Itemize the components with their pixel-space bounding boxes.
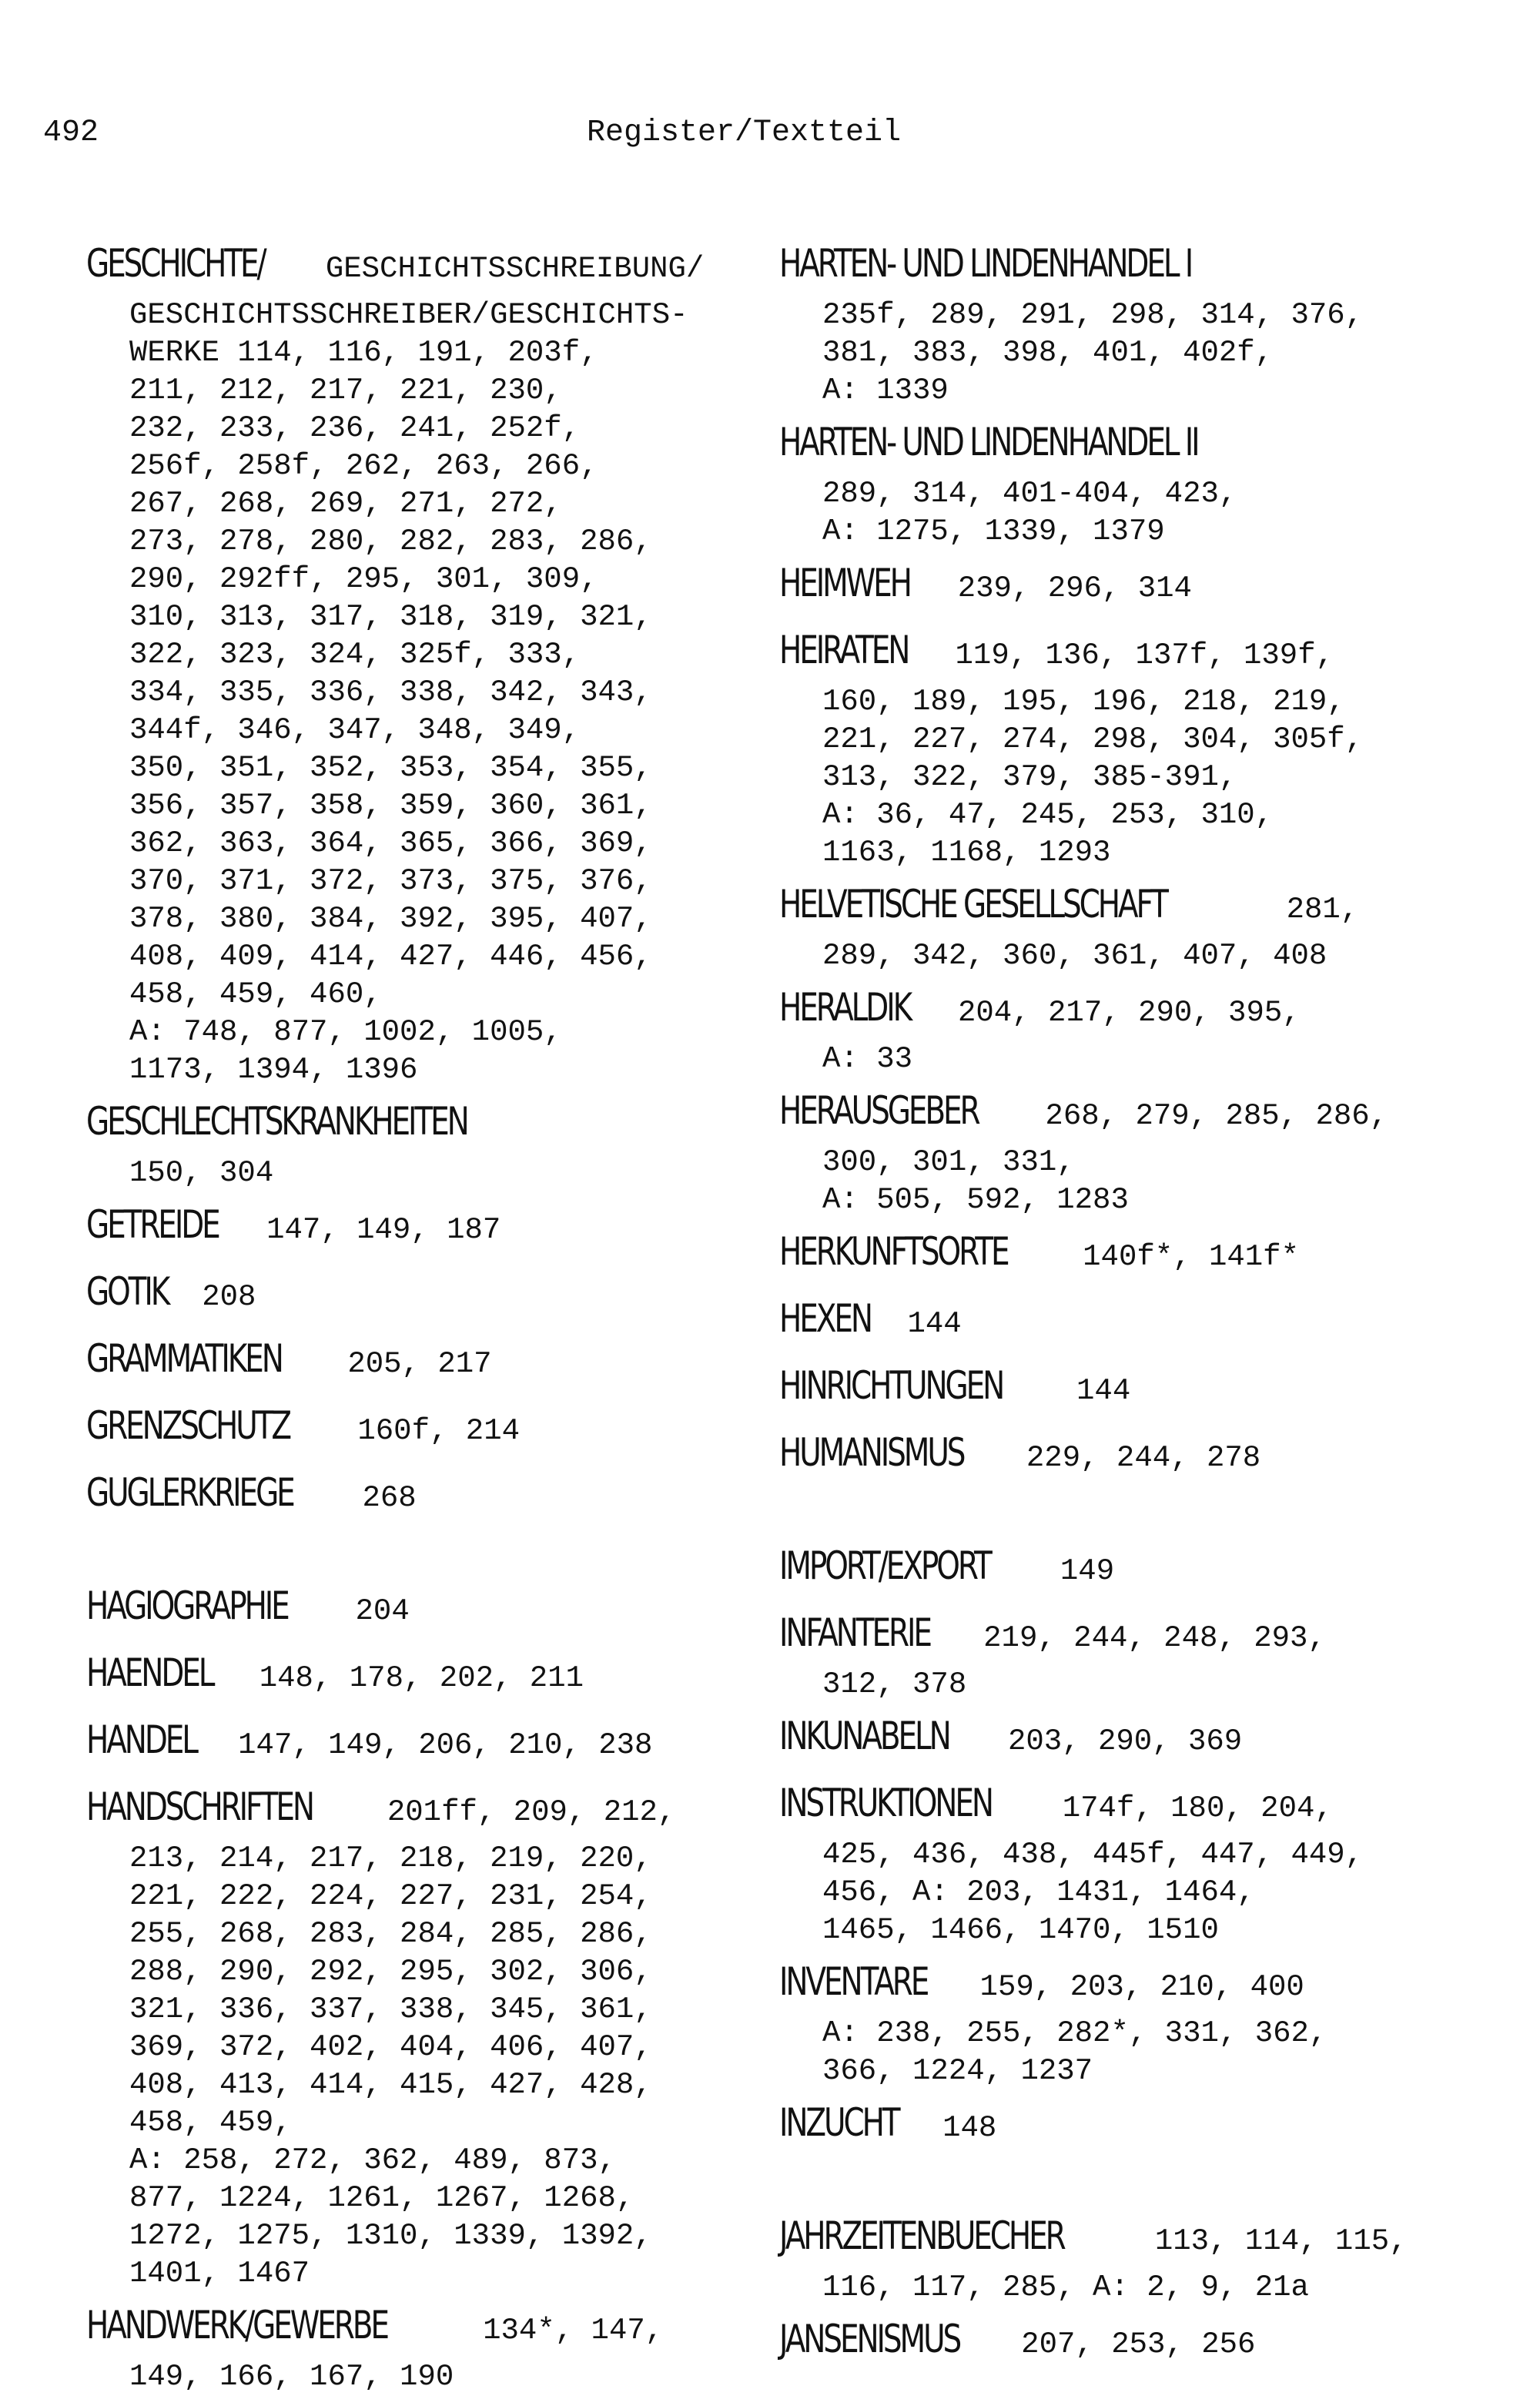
index-entry — [86, 239, 764, 1089]
entry-ref-line: 300, 301, 331, — [822, 1145, 1075, 1179]
entry-heading-line — [779, 2098, 1495, 2157]
entry-term: HERAUSGEBER — [779, 1088, 979, 1133]
entry-ref-line: WERKE 114, 116, 191, 203f, — [129, 336, 598, 370]
entry-ref-line: 369, 372, 402, 404, 406, 407, — [129, 2030, 652, 2064]
index-entry — [86, 1267, 764, 1326]
entry-page-refs: 148 — [942, 2111, 997, 2145]
entry-page-refs: 207, 253, 256 — [1021, 2327, 1256, 2361]
entry-term: HANDWERK/GEWERBE — [86, 2303, 387, 2347]
entry-ref-line: 312, 378 — [822, 1667, 967, 1701]
entry-term: HAGIOGRAPHIE — [86, 1583, 288, 1628]
entry-term: INFANTERIE — [779, 1610, 930, 1655]
entry-page-refs: 219, 244, 248, 293, — [983, 1621, 1326, 1655]
entry-continuation — [822, 2015, 1495, 2090]
entry-ref-line: 381, 383, 398, 401, 402f, — [822, 336, 1274, 370]
entry-ref-line: 267, 268, 269, 271, 272, — [129, 487, 562, 521]
entry-page-refs: 204, 217, 290, 395, — [958, 996, 1301, 1030]
entry-term: GRAMMATIKEN — [86, 1336, 282, 1381]
entry-heading-line — [779, 558, 1495, 618]
index-entry — [86, 1648, 764, 1707]
index-entry — [779, 239, 1495, 410]
entry-heading-line — [779, 1711, 1495, 1771]
entry-ref-line: A: 36, 47, 245, 253, 310, — [822, 798, 1274, 832]
left-column — [86, 239, 764, 2396]
entry-heading-line — [779, 1608, 1495, 1667]
entry-term: HEIMWEH — [779, 561, 910, 605]
entry-page-refs: 134*, 147, — [483, 2314, 664, 2347]
entry-ref-line: 288, 290, 292, 295, 302, 306, — [129, 1955, 652, 1989]
entry-continuation — [822, 2269, 1495, 2307]
entry-ref-line: 425, 436, 438, 445f, 447, 449, — [822, 1838, 1364, 1872]
entry-ref-line: 378, 380, 384, 392, 395, 407, — [129, 902, 652, 936]
entry-ref-line: 221, 222, 224, 227, 231, 254, — [129, 1879, 652, 1913]
index-entry — [779, 1778, 1495, 1949]
entry-heading-line — [86, 1715, 764, 1774]
index-entry — [86, 1581, 764, 1640]
entry-heading-line — [86, 2300, 764, 2360]
entry-ref-line: 1272, 1275, 1310, 1339, 1392, — [129, 2219, 652, 2253]
entry-ref-line: 370, 371, 372, 373, 375, 376, — [129, 864, 652, 898]
index-entry — [779, 1711, 1495, 1771]
page-header — [0, 116, 1540, 162]
entry-ref-line: 322, 323, 324, 325f, 333, — [129, 638, 581, 672]
entry-heading-line — [779, 1428, 1495, 1487]
index-entry — [779, 1361, 1495, 1420]
entry-ref-line: 221, 227, 274, 298, 304, 305f, — [822, 722, 1364, 756]
entry-page-refs: 159, 203, 210, 400 — [979, 1970, 1304, 2004]
index-entry — [779, 2211, 1495, 2307]
entry-term: GESCHICHTE/ — [86, 241, 265, 286]
entry-term: HARTEN- UND LINDENHANDEL I — [779, 241, 1192, 286]
entry-ref-line: 232, 233, 236, 241, 252f, — [129, 411, 581, 445]
entry-page-refs: 140f*, 141f* — [1083, 1240, 1299, 1274]
entry-page-refs: 174f, 180, 204, — [1062, 1791, 1333, 1825]
entry-continuation — [822, 683, 1495, 872]
page-number: 492 — [43, 116, 99, 150]
index-entry — [779, 1957, 1495, 2090]
entry-heading-line — [779, 1227, 1495, 1286]
entry-ref-line: A: 505, 592, 1283 — [822, 1183, 1129, 1217]
entry-term: HINRICHTUNGEN — [779, 1363, 1003, 1408]
index-entry — [779, 558, 1495, 618]
entry-ref-line: 150, 304 — [129, 1156, 274, 1190]
page-title: Register/Textteil — [587, 116, 902, 150]
index-entry — [779, 1541, 1495, 1600]
index-entry — [779, 417, 1495, 551]
entry-ref-line: 456, A: 203, 1431, 1464, — [822, 1875, 1255, 1909]
index-entry — [779, 1608, 1495, 1704]
entry-term: JANSENISMUS — [779, 2317, 960, 2361]
entry-continuation — [822, 1666, 1495, 1704]
entry-continuation — [129, 1154, 764, 1192]
index-entry — [86, 2300, 764, 2396]
entry-page-refs: 147, 149, 206, 210, 238 — [238, 1728, 653, 1762]
entry-term: INKUNABELN — [779, 1714, 949, 1758]
entry-term: GOTIK — [86, 1269, 169, 1314]
entry-term: GRENZSCHUTZ — [86, 1403, 290, 1448]
entry-heading-line — [86, 1334, 764, 1393]
entry-ref-line: 408, 409, 414, 427, 446, 456, — [129, 940, 652, 973]
entry-ref-line: A: 1275, 1339, 1379 — [822, 514, 1165, 548]
entry-heading-line — [86, 1097, 764, 1156]
entry-page-refs: 147, 149, 187 — [266, 1213, 501, 1247]
entry-page-refs: 203, 290, 369 — [1007, 1724, 1243, 1758]
entry-ref-line: 289, 314, 401-404, 423, — [822, 477, 1237, 511]
entry-term: JAHRZEITENBUECHER — [779, 2213, 1064, 2258]
entry-term: HELVETISCHE GESELLSCHAFT — [779, 882, 1167, 927]
entry-continuation — [822, 1144, 1495, 1219]
entry-ref-line: 273, 278, 280, 282, 283, 286, — [129, 524, 652, 558]
entry-ref-line: 149, 166, 167, 190 — [129, 2360, 454, 2394]
index-entry — [86, 1097, 764, 1192]
entry-page-refs: 148, 178, 202, 211 — [259, 1661, 584, 1695]
index-entry — [779, 1227, 1495, 1286]
index-entry — [779, 983, 1495, 1078]
right-column — [779, 239, 1495, 2374]
entry-ref-line: 1401, 1467 — [129, 2257, 310, 2290]
entry-ref-line: 160, 189, 195, 196, 218, 219, — [822, 685, 1345, 719]
entry-ref-line: 235f, 289, 291, 298, 314, 376, — [822, 298, 1364, 332]
entry-ref-line: 255, 268, 283, 284, 285, 286, — [129, 1917, 652, 1951]
entry-ref-line: 458, 459, — [129, 2106, 292, 2140]
entry-page-refs: 113, 114, 115, — [1154, 2224, 1408, 2258]
index-entry — [779, 880, 1495, 975]
entry-heading-line — [86, 1200, 764, 1259]
entry-heading-line — [86, 239, 764, 298]
entry-term: HEIRATEN — [779, 628, 909, 672]
entry-heading-line — [779, 1294, 1495, 1353]
entry-heading-line — [779, 625, 1495, 685]
entry-page-refs: 208 — [202, 1280, 256, 1314]
entry-continuation — [822, 475, 1495, 551]
entry-term: HUMANISMUS — [779, 1430, 964, 1475]
entry-ref-line: 356, 357, 358, 359, 360, 361, — [129, 789, 652, 823]
index-entry — [86, 1468, 764, 1527]
index-entry — [86, 1782, 764, 2293]
entry-page-refs: 268, 279, 285, 286, — [1045, 1099, 1388, 1133]
index-entry — [779, 1086, 1495, 1219]
entry-ref-line: 344f, 346, 347, 348, 349, — [129, 713, 581, 747]
entry-term: GETREIDE — [86, 1202, 219, 1247]
entry-heading-line — [779, 417, 1495, 477]
entry-page-refs: 281, — [1286, 893, 1359, 927]
entry-heading-line — [86, 1267, 764, 1326]
entry-continuation — [822, 937, 1495, 975]
entry-ref-line: 289, 342, 360, 361, 407, 408 — [822, 939, 1327, 973]
entry-term: INZUCHT — [779, 2100, 899, 2145]
entry-ref-line: A: 238, 255, 282*, 331, 362, — [822, 2016, 1327, 2050]
entry-heading-line — [86, 1581, 764, 1640]
entry-term: HERKUNFTSORTE — [779, 1229, 1008, 1274]
entry-term: HEXEN — [779, 1296, 871, 1341]
entry-heading-line — [779, 2211, 1495, 2270]
entry-page-refs: 204 — [355, 1594, 410, 1628]
entry-heading-line — [779, 1361, 1495, 1420]
entry-page-refs: 201ff, 209, 212, — [387, 1795, 676, 1829]
entry-ref-line: 321, 336, 337, 338, 345, 361, — [129, 1992, 652, 2026]
index-entry — [779, 1294, 1495, 1353]
index-entry — [779, 625, 1495, 872]
entry-ref-line: 1173, 1394, 1396 — [129, 1053, 418, 1087]
entry-heading-line — [779, 983, 1495, 1042]
entry-ref-line: 211, 212, 217, 221, 230, — [129, 374, 562, 407]
entry-ref-line: A: 1339 — [822, 374, 949, 407]
entry-term: HERALDIK — [779, 985, 911, 1030]
entry-term: HANDEL — [86, 1717, 196, 1762]
entry-continuation — [129, 297, 764, 1089]
entry-ref-line: 1465, 1466, 1470, 1510 — [822, 1913, 1219, 1947]
entry-page-refs: 239, 296, 314 — [957, 571, 1192, 605]
entry-term: GESCHLECHTSKRANKHEITEN — [86, 1099, 467, 1144]
entry-heading-line — [779, 2314, 1495, 2374]
entry-ref-line: 256f, 258f, 262, 263, 266, — [129, 449, 598, 483]
entry-heading-line — [779, 1957, 1495, 2016]
index-entry — [86, 1715, 764, 1774]
entry-ref-line: 362, 363, 364, 365, 366, 369, — [129, 826, 652, 860]
entry-ref-line: A: 258, 272, 362, 489, 873, — [129, 2143, 616, 2177]
entry-ref-line: 313, 322, 379, 385-391, — [822, 760, 1237, 794]
entry-heading-line — [86, 1648, 764, 1707]
entry-ref-line: 213, 214, 217, 218, 219, 220, — [129, 1841, 652, 1875]
entry-ref-line: 350, 351, 352, 353, 354, 355, — [129, 751, 652, 785]
entry-term: HANDSCHRIFTEN — [86, 1784, 313, 1829]
entry-term: HARTEN- UND LINDENHANDEL II — [779, 420, 1198, 464]
index-entry — [779, 2314, 1495, 2374]
entry-ref-line: 877, 1224, 1261, 1267, 1268, — [129, 2181, 634, 2215]
entry-heading-line — [779, 880, 1495, 939]
entry-term: HAENDEL — [86, 1650, 213, 1695]
entry-heading-line — [86, 1468, 764, 1527]
entry-page-refs: 160f, 214 — [357, 1414, 521, 1448]
entry-term: IMPORT/EXPORT — [779, 1543, 990, 1588]
entry-heading-line — [779, 1086, 1495, 1145]
entry-ref-line: 366, 1224, 1237 — [822, 2054, 1093, 2088]
index-entry — [86, 1401, 764, 1460]
index-entry — [779, 2098, 1495, 2157]
entry-page-refs: 144 — [907, 1307, 962, 1341]
entry-continuation — [129, 1840, 764, 2293]
entry-page-refs: 205, 217 — [347, 1347, 492, 1381]
entry-ref-line: 310, 313, 317, 318, 319, 321, — [129, 600, 652, 634]
entry-heading-line — [779, 239, 1495, 298]
entry-term: GUGLERKRIEGE — [86, 1470, 293, 1515]
entry-page-refs: GESCHICHTSSCHREIBUNG/ — [325, 252, 705, 286]
entry-ref-line: GESCHICHTSSCHREIBER/GESCHICHTS- — [129, 298, 688, 332]
entry-continuation — [822, 297, 1495, 410]
entry-page-refs: 119, 136, 137f, 139f, — [955, 638, 1334, 672]
entry-ref-line: 334, 335, 336, 338, 342, 343, — [129, 675, 652, 709]
entry-heading-line — [779, 1541, 1495, 1600]
entry-heading-line — [779, 1778, 1495, 1838]
entry-heading-line — [86, 1782, 764, 1841]
entry-page-refs: 229, 244, 278 — [1026, 1441, 1261, 1475]
entry-continuation — [822, 1041, 1495, 1078]
entry-ref-line: A: 748, 877, 1002, 1005, — [129, 1015, 562, 1049]
entry-ref-line: 116, 117, 285, A: 2, 9, 21a — [822, 2270, 1309, 2304]
index-entry — [779, 1428, 1495, 1487]
entry-continuation — [822, 1836, 1495, 1949]
entry-ref-line: 290, 292ff, 295, 301, 309, — [129, 562, 598, 596]
index-entry — [86, 1334, 764, 1393]
entry-continuation — [129, 2358, 764, 2396]
entry-page-refs: 149 — [1060, 1554, 1115, 1588]
entry-ref-line: 458, 459, 460, — [129, 977, 382, 1011]
entry-ref-line: 408, 413, 414, 415, 427, 428, — [129, 2068, 652, 2102]
entry-page-refs: 144 — [1076, 1374, 1131, 1408]
index-entry — [86, 1200, 764, 1259]
entry-page-refs: 268 — [362, 1481, 417, 1515]
entry-term: INSTRUKTIONEN — [779, 1781, 992, 1825]
entry-ref-line: A: 33 — [822, 1042, 913, 1076]
entry-heading-line — [86, 1401, 764, 1460]
entry-ref-line: 1163, 1168, 1293 — [822, 836, 1111, 870]
entry-term: INVENTARE — [779, 1959, 928, 2004]
